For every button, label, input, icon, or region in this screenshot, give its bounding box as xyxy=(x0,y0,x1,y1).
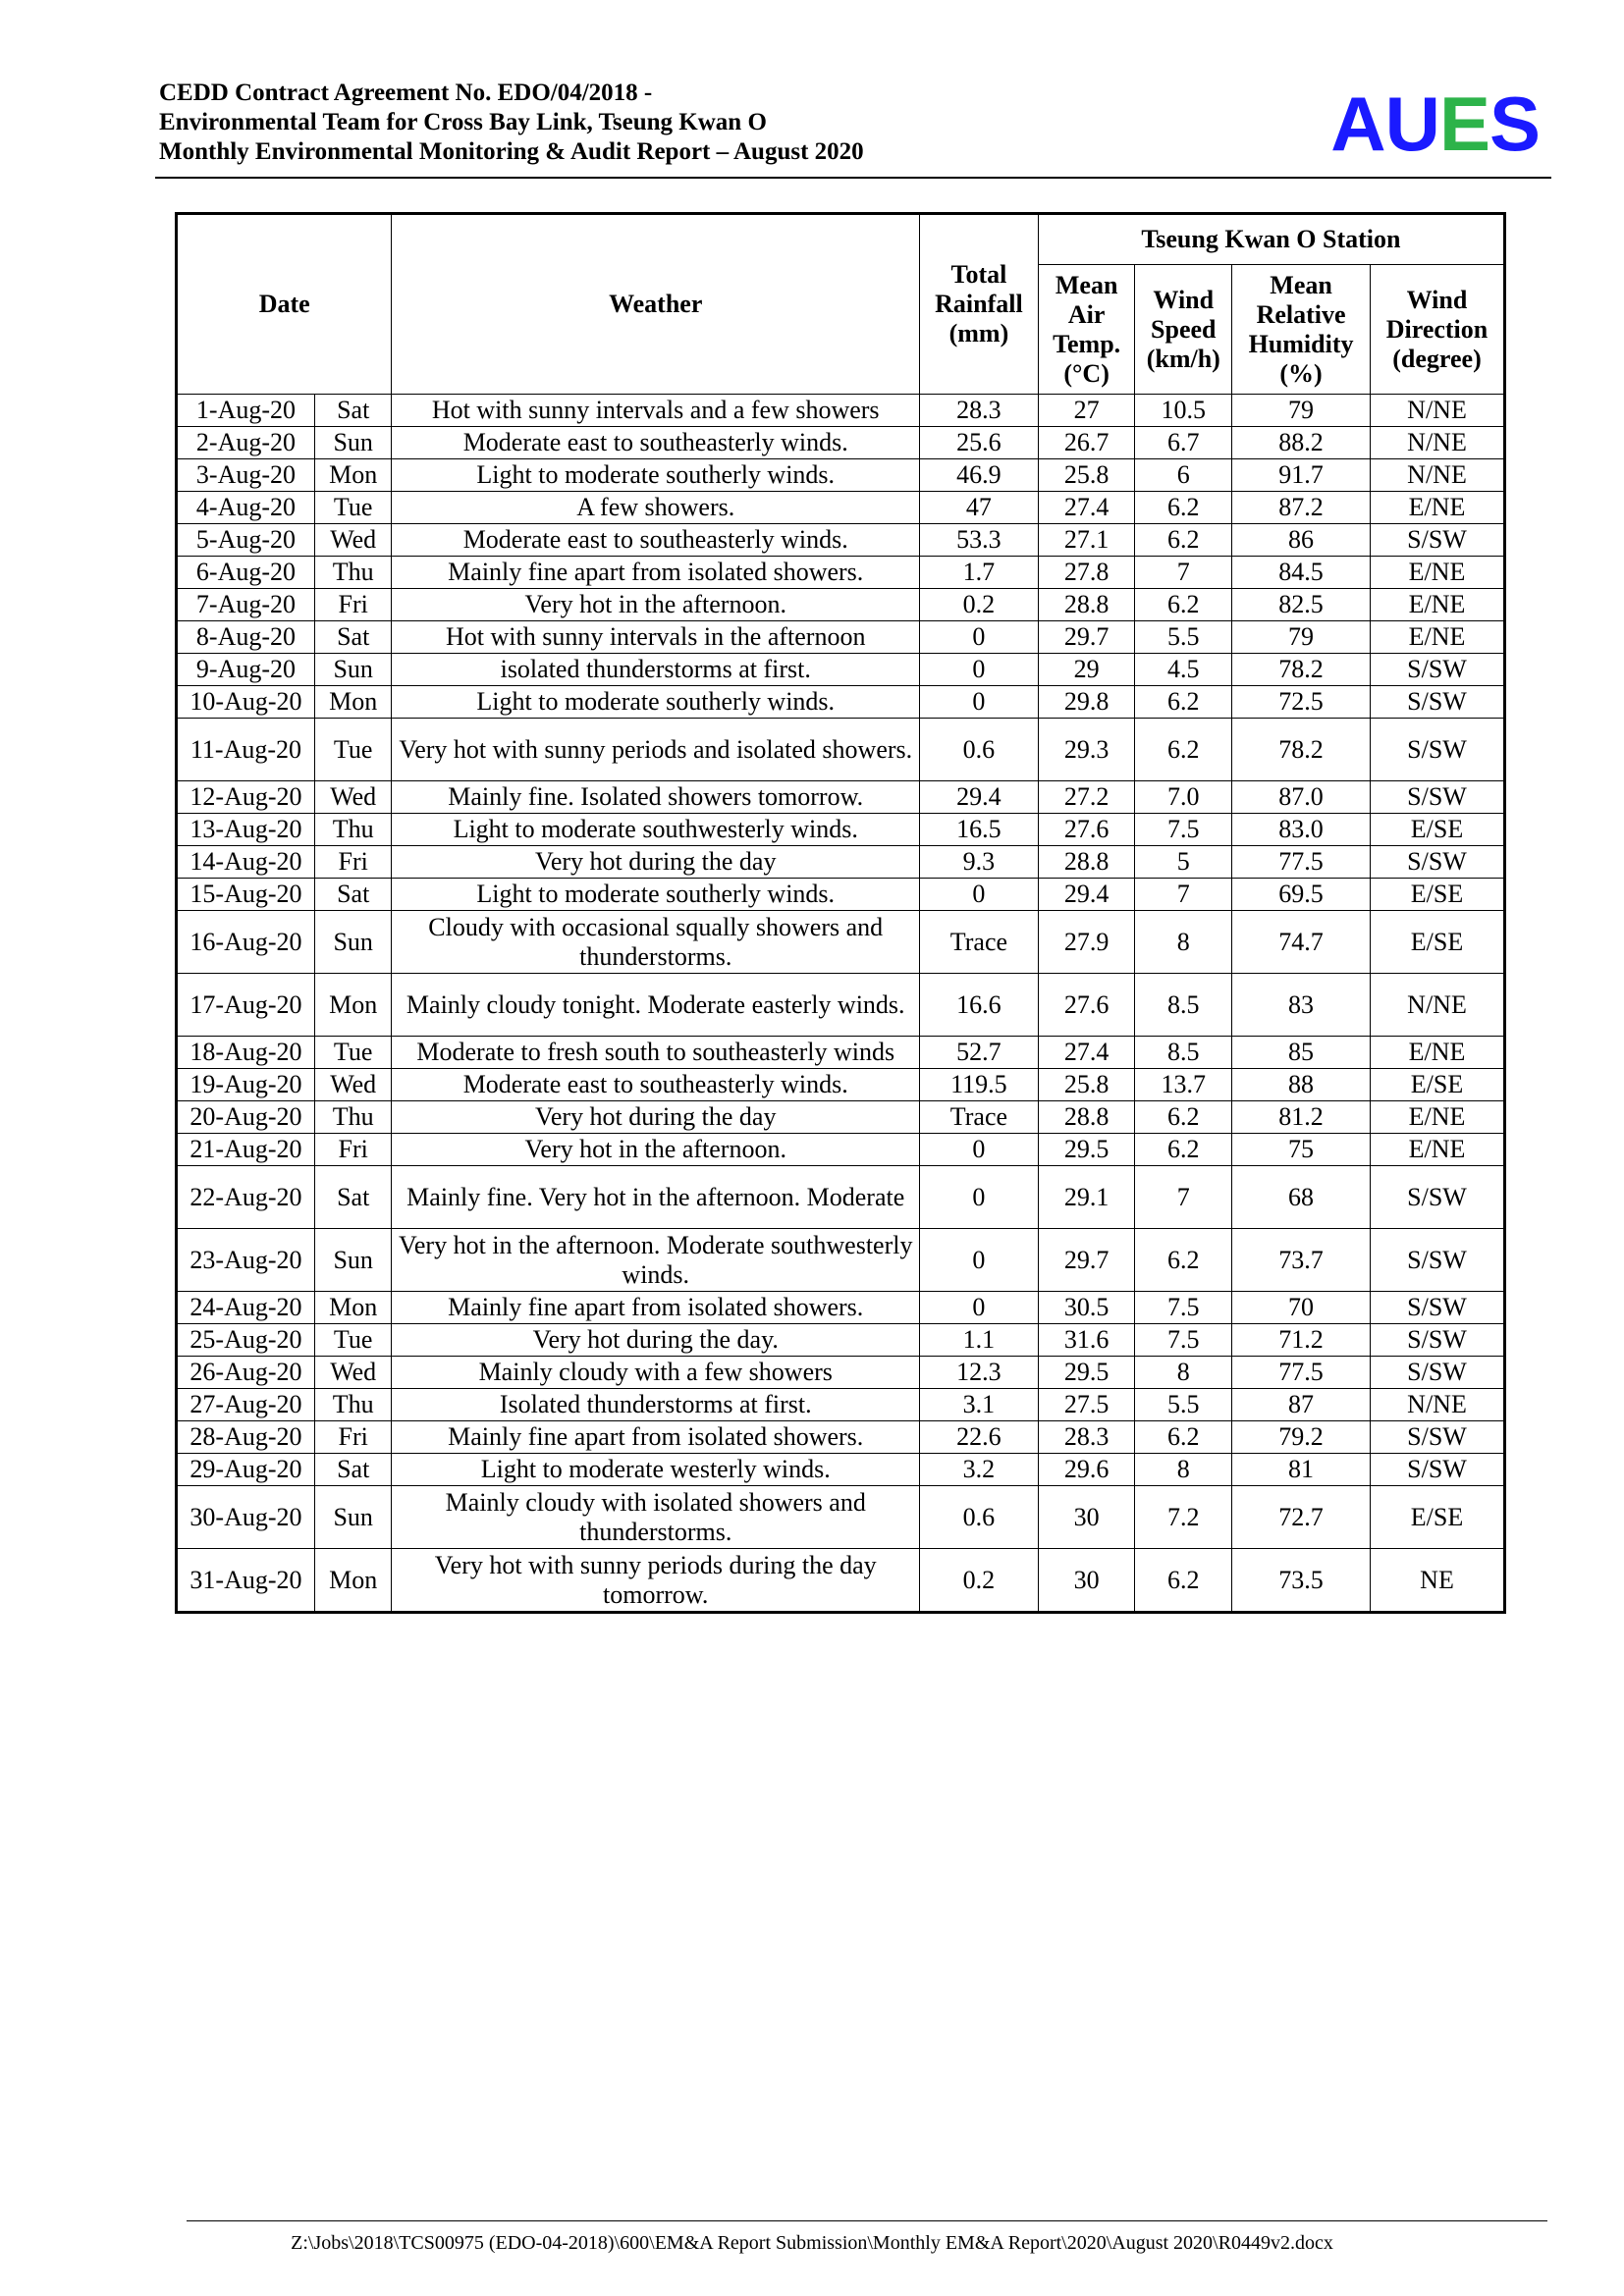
cell-rainfall: 0 xyxy=(920,1166,1039,1229)
cell-air-temp: 29.3 xyxy=(1038,719,1135,781)
cell-wind-direction: S/SW xyxy=(1371,524,1505,557)
cell-humidity: 72.7 xyxy=(1232,1486,1371,1549)
cell-date: 2-Aug-20 xyxy=(177,427,315,459)
cell-date: 24-Aug-20 xyxy=(177,1292,315,1324)
table-row xyxy=(177,1324,1505,1357)
cell-air-temp: 28.8 xyxy=(1038,589,1135,621)
cell-day: Thu xyxy=(314,1101,392,1134)
cell-wind-speed: 7 xyxy=(1135,557,1232,589)
cell-weather: isolated thunderstorms at first. xyxy=(392,654,920,686)
cell-wind-speed: 5.5 xyxy=(1135,621,1232,654)
cell-weather: A few showers. xyxy=(392,492,920,524)
cell-weather: Very hot in the afternoon. xyxy=(392,1134,920,1166)
cell-day: Mon xyxy=(314,686,392,719)
cell-air-temp: 29.8 xyxy=(1038,686,1135,719)
cell-humidity: 79 xyxy=(1232,395,1371,427)
cell-weather: Mainly cloudy with isolated showers and thunderstorms. xyxy=(392,1486,920,1549)
cell-day: Tue xyxy=(314,1324,392,1357)
table-row xyxy=(177,621,1505,654)
header-air-temp: Mean Air Temp. (°C) xyxy=(1038,265,1135,395)
cell-day: Fri xyxy=(314,589,392,621)
cell-wind-direction: S/SW xyxy=(1371,686,1505,719)
report-title-block xyxy=(159,79,864,167)
cell-humidity: 85 xyxy=(1232,1037,1371,1069)
cell-rainfall: 0.6 xyxy=(920,719,1039,781)
cell-rainfall: 12.3 xyxy=(920,1357,1039,1389)
cell-wind-speed: 7.5 xyxy=(1135,814,1232,846)
cell-weather: Very hot during the day xyxy=(392,1101,920,1134)
cell-date: 1-Aug-20 xyxy=(177,395,315,427)
header-weather: Weather xyxy=(392,214,920,395)
table-row xyxy=(177,427,1505,459)
cell-wind-direction: E/NE xyxy=(1371,557,1505,589)
cell-day: Mon xyxy=(314,1292,392,1324)
cell-weather: Light to moderate westerly winds. xyxy=(392,1454,920,1486)
cell-day: Sat xyxy=(314,621,392,654)
cell-rainfall: 1.7 xyxy=(920,557,1039,589)
cell-humidity: 74.7 xyxy=(1232,911,1371,974)
cell-rainfall: 46.9 xyxy=(920,459,1039,492)
table-row xyxy=(177,879,1505,911)
cell-wind-speed: 6.2 xyxy=(1135,719,1232,781)
cell-humidity: 81.2 xyxy=(1232,1101,1371,1134)
cell-date: 19-Aug-20 xyxy=(177,1069,315,1101)
cell-wind-speed: 13.7 xyxy=(1135,1069,1232,1101)
cell-weather: Cloudy with occasional squally showers and thunderstorms. xyxy=(392,911,920,974)
cell-date: 15-Aug-20 xyxy=(177,879,315,911)
cell-rainfall: Trace xyxy=(920,911,1039,974)
table-row xyxy=(177,589,1505,621)
cell-date: 30-Aug-20 xyxy=(177,1486,315,1549)
cell-weather: Light to moderate southerly winds. xyxy=(392,686,920,719)
cell-rainfall: 1.1 xyxy=(920,1324,1039,1357)
cell-wind-direction: S/SW xyxy=(1371,1324,1505,1357)
weather-table xyxy=(175,212,1506,1614)
cell-date: 4-Aug-20 xyxy=(177,492,315,524)
table-row xyxy=(177,1037,1505,1069)
cell-date: 14-Aug-20 xyxy=(177,846,315,879)
cell-date: 31-Aug-20 xyxy=(177,1549,315,1613)
cell-rainfall: 47 xyxy=(920,492,1039,524)
cell-wind-direction: E/NE xyxy=(1371,1101,1505,1134)
cell-wind-speed: 10.5 xyxy=(1135,395,1232,427)
cell-air-temp: 27.1 xyxy=(1038,524,1135,557)
aues-logo: AUES xyxy=(1330,80,1540,167)
cell-air-temp: 27.6 xyxy=(1038,814,1135,846)
cell-wind-speed: 4.5 xyxy=(1135,654,1232,686)
header-rainfall: Total Rainfall (mm) xyxy=(920,214,1039,395)
cell-wind-speed: 7 xyxy=(1135,1166,1232,1229)
cell-wind-direction: S/SW xyxy=(1371,654,1505,686)
cell-weather: Moderate east to southeasterly winds. xyxy=(392,427,920,459)
cell-humidity: 73.5 xyxy=(1232,1549,1371,1613)
table-row xyxy=(177,1292,1505,1324)
cell-wind-direction: N/NE xyxy=(1371,395,1505,427)
cell-wind-direction: S/SW xyxy=(1371,1166,1505,1229)
weather-table-body xyxy=(177,395,1505,1613)
cell-wind-speed: 8.5 xyxy=(1135,974,1232,1037)
header-wind-speed: Wind Speed (km/h) xyxy=(1135,265,1232,395)
cell-date: 7-Aug-20 xyxy=(177,589,315,621)
cell-rainfall: 0 xyxy=(920,1134,1039,1166)
cell-day: Mon xyxy=(314,1549,392,1613)
cell-air-temp: 27.8 xyxy=(1038,557,1135,589)
cell-date: 28-Aug-20 xyxy=(177,1421,315,1454)
header-station: Tseung Kwan O Station xyxy=(1038,214,1504,265)
cell-air-temp: 27.5 xyxy=(1038,1389,1135,1421)
cell-wind-direction: E/NE xyxy=(1371,621,1505,654)
cell-rainfall: 0 xyxy=(920,686,1039,719)
cell-wind-speed: 8 xyxy=(1135,1454,1232,1486)
cell-rainfall: 53.3 xyxy=(920,524,1039,557)
cell-rainfall: 25.6 xyxy=(920,427,1039,459)
cell-humidity: 71.2 xyxy=(1232,1324,1371,1357)
cell-humidity: 68 xyxy=(1232,1166,1371,1229)
cell-wind-speed: 6.2 xyxy=(1135,686,1232,719)
cell-date: 25-Aug-20 xyxy=(177,1324,315,1357)
cell-wind-direction: S/SW xyxy=(1371,1454,1505,1486)
cell-day: Thu xyxy=(314,814,392,846)
cell-air-temp: 29.7 xyxy=(1038,621,1135,654)
table-row xyxy=(177,395,1505,427)
cell-air-temp: 31.6 xyxy=(1038,1324,1135,1357)
cell-rainfall: 52.7 xyxy=(920,1037,1039,1069)
table-row xyxy=(177,557,1505,589)
cell-day: Sat xyxy=(314,1166,392,1229)
cell-date: 6-Aug-20 xyxy=(177,557,315,589)
cell-air-temp: 29.5 xyxy=(1038,1357,1135,1389)
cell-rainfall: 16.5 xyxy=(920,814,1039,846)
cell-wind-speed: 6.2 xyxy=(1135,1549,1232,1613)
cell-date: 12-Aug-20 xyxy=(177,781,315,814)
report-line: Monthly Environmental Monitoring & Audit Report – August 2020 xyxy=(159,138,864,165)
cell-humidity: 87.2 xyxy=(1232,492,1371,524)
cell-wind-speed: 6.2 xyxy=(1135,1421,1232,1454)
cell-humidity: 78.2 xyxy=(1232,654,1371,686)
cell-day: Sun xyxy=(314,911,392,974)
cell-air-temp: 30.5 xyxy=(1038,1292,1135,1324)
cell-day: Wed xyxy=(314,524,392,557)
cell-weather: Mainly fine apart from isolated showers. xyxy=(392,1421,920,1454)
cell-rainfall: 22.6 xyxy=(920,1421,1039,1454)
cell-weather: Mainly cloudy with a few showers xyxy=(392,1357,920,1389)
cell-wind-direction: N/NE xyxy=(1371,459,1505,492)
team-line: Environmental Team for Cross Bay Link, Tseung Kwan O xyxy=(159,109,767,135)
cell-rainfall: 0.2 xyxy=(920,589,1039,621)
cell-wind-speed: 6.7 xyxy=(1135,427,1232,459)
cell-weather: Very hot during the day. xyxy=(392,1324,920,1357)
table-row xyxy=(177,911,1505,974)
table-row xyxy=(177,1389,1505,1421)
cell-day: Sun xyxy=(314,427,392,459)
header-date: Date xyxy=(177,214,392,395)
cell-air-temp: 27.9 xyxy=(1038,911,1135,974)
cell-air-temp: 29.4 xyxy=(1038,879,1135,911)
cell-weather: Mainly cloudy tonight. Moderate easterly winds. xyxy=(392,974,920,1037)
cell-day: Sun xyxy=(314,1229,392,1292)
cell-air-temp: 25.8 xyxy=(1038,459,1135,492)
cell-date: 27-Aug-20 xyxy=(177,1389,315,1421)
cell-wind-direction: N/NE xyxy=(1371,427,1505,459)
cell-air-temp: 26.7 xyxy=(1038,427,1135,459)
cell-wind-speed: 5.5 xyxy=(1135,1389,1232,1421)
cell-rainfall: 3.2 xyxy=(920,1454,1039,1486)
cell-date: 29-Aug-20 xyxy=(177,1454,315,1486)
cell-humidity: 88 xyxy=(1232,1069,1371,1101)
cell-humidity: 70 xyxy=(1232,1292,1371,1324)
cell-weather: Isolated thunderstorms at first. xyxy=(392,1389,920,1421)
cell-weather: Moderate east to southeasterly winds. xyxy=(392,524,920,557)
cell-rainfall: 28.3 xyxy=(920,395,1039,427)
cell-wind-speed: 6.2 xyxy=(1135,524,1232,557)
cell-air-temp: 28.8 xyxy=(1038,1101,1135,1134)
cell-wind-direction: E/SE xyxy=(1371,879,1505,911)
cell-wind-direction: S/SW xyxy=(1371,719,1505,781)
cell-wind-speed: 7.5 xyxy=(1135,1324,1232,1357)
table-row xyxy=(177,459,1505,492)
cell-weather: Very hot in the afternoon. xyxy=(392,589,920,621)
cell-humidity: 79.2 xyxy=(1232,1421,1371,1454)
cell-humidity: 83.0 xyxy=(1232,814,1371,846)
cell-wind-speed: 7.2 xyxy=(1135,1486,1232,1549)
cell-rainfall: 0 xyxy=(920,654,1039,686)
cell-wind-direction: E/SE xyxy=(1371,1069,1505,1101)
cell-date: 13-Aug-20 xyxy=(177,814,315,846)
cell-weather: Very hot with sunny periods and isolated showers. xyxy=(392,719,920,781)
contract-line: CEDD Contract Agreement No. EDO/04/2018 - xyxy=(159,80,653,106)
cell-day: Sat xyxy=(314,879,392,911)
cell-wind-direction: N/NE xyxy=(1371,974,1505,1037)
cell-air-temp: 29.1 xyxy=(1038,1166,1135,1229)
cell-weather: Mainly fine apart from isolated showers. xyxy=(392,1292,920,1324)
cell-rainfall: 0.6 xyxy=(920,1486,1039,1549)
cell-humidity: 91.7 xyxy=(1232,459,1371,492)
table-row xyxy=(177,1421,1505,1454)
cell-weather: Mainly fine. Very hot in the afternoon. Moderate xyxy=(392,1166,920,1229)
table-row xyxy=(177,1486,1505,1549)
cell-air-temp: 30 xyxy=(1038,1549,1135,1613)
cell-day: Wed xyxy=(314,1357,392,1389)
cell-humidity: 87.0 xyxy=(1232,781,1371,814)
cell-humidity: 73.7 xyxy=(1232,1229,1371,1292)
cell-wind-direction: S/SW xyxy=(1371,1357,1505,1389)
cell-wind-direction: E/NE xyxy=(1371,492,1505,524)
cell-date: 21-Aug-20 xyxy=(177,1134,315,1166)
cell-weather: Light to moderate southwesterly winds. xyxy=(392,814,920,846)
table-row xyxy=(177,1166,1505,1229)
table-row xyxy=(177,1229,1505,1292)
cell-day: Fri xyxy=(314,1421,392,1454)
cell-air-temp: 27.4 xyxy=(1038,492,1135,524)
cell-wind-direction: E/SE xyxy=(1371,1486,1505,1549)
cell-humidity: 82.5 xyxy=(1232,589,1371,621)
cell-date: 23-Aug-20 xyxy=(177,1229,315,1292)
table-row xyxy=(177,781,1505,814)
cell-wind-direction: S/SW xyxy=(1371,1421,1505,1454)
cell-date: 3-Aug-20 xyxy=(177,459,315,492)
cell-humidity: 84.5 xyxy=(1232,557,1371,589)
cell-wind-speed: 6 xyxy=(1135,459,1232,492)
cell-air-temp: 27 xyxy=(1038,395,1135,427)
cell-day: Sun xyxy=(314,1486,392,1549)
header-wind-direction: Wind Direction (degree) xyxy=(1371,265,1505,395)
table-row xyxy=(177,492,1505,524)
cell-wind-speed: 8 xyxy=(1135,911,1232,974)
cell-day: Sun xyxy=(314,654,392,686)
cell-weather: Moderate east to southeasterly winds. xyxy=(392,1069,920,1101)
cell-rainfall: 0 xyxy=(920,879,1039,911)
cell-day: Wed xyxy=(314,781,392,814)
cell-wind-direction: E/NE xyxy=(1371,1134,1505,1166)
cell-weather: Hot with sunny intervals in the afternoon xyxy=(392,621,920,654)
header-humidity: Mean Relative Humidity (%) xyxy=(1232,265,1371,395)
cell-wind-direction: S/SW xyxy=(1371,781,1505,814)
table-row xyxy=(177,1069,1505,1101)
cell-wind-speed: 7.5 xyxy=(1135,1292,1232,1324)
cell-humidity: 77.5 xyxy=(1232,846,1371,879)
cell-weather: Very hot with sunny periods during the day tomorrow. xyxy=(392,1549,920,1613)
table-row xyxy=(177,1549,1505,1613)
cell-day: Mon xyxy=(314,974,392,1037)
cell-day: Wed xyxy=(314,1069,392,1101)
cell-humidity: 69.5 xyxy=(1232,879,1371,911)
page-header xyxy=(159,79,1547,177)
cell-wind-direction: S/SW xyxy=(1371,1229,1505,1292)
cell-wind-speed: 6.2 xyxy=(1135,1134,1232,1166)
cell-day: Fri xyxy=(314,1134,392,1166)
cell-wind-direction: E/NE xyxy=(1371,589,1505,621)
cell-air-temp: 29 xyxy=(1038,654,1135,686)
table-row xyxy=(177,719,1505,781)
cell-weather: Light to moderate southerly winds. xyxy=(392,879,920,911)
table-row xyxy=(177,654,1505,686)
cell-air-temp: 28.8 xyxy=(1038,846,1135,879)
cell-rainfall: 0 xyxy=(920,621,1039,654)
cell-wind-speed: 6.2 xyxy=(1135,492,1232,524)
cell-humidity: 75 xyxy=(1232,1134,1371,1166)
cell-day: Fri xyxy=(314,846,392,879)
table-row xyxy=(177,524,1505,557)
cell-wind-direction: E/SE xyxy=(1371,911,1505,974)
cell-day: Thu xyxy=(314,1389,392,1421)
cell-day: Tue xyxy=(314,719,392,781)
table-row xyxy=(177,974,1505,1037)
cell-air-temp: 30 xyxy=(1038,1486,1135,1549)
cell-rainfall: 9.3 xyxy=(920,846,1039,879)
cell-air-temp: 29.7 xyxy=(1038,1229,1135,1292)
cell-humidity: 87 xyxy=(1232,1389,1371,1421)
cell-rainfall: 0 xyxy=(920,1229,1039,1292)
cell-wind-speed: 5 xyxy=(1135,846,1232,879)
cell-weather: Light to moderate southerly winds. xyxy=(392,459,920,492)
cell-wind-speed: 8.5 xyxy=(1135,1037,1232,1069)
cell-wind-speed: 6.2 xyxy=(1135,589,1232,621)
cell-humidity: 81 xyxy=(1232,1454,1371,1486)
cell-day: Mon xyxy=(314,459,392,492)
cell-rainfall: Trace xyxy=(920,1101,1039,1134)
cell-rainfall: 29.4 xyxy=(920,781,1039,814)
cell-date: 11-Aug-20 xyxy=(177,719,315,781)
cell-date: 16-Aug-20 xyxy=(177,911,315,974)
cell-day: Tue xyxy=(314,492,392,524)
table-row xyxy=(177,1357,1505,1389)
cell-air-temp: 27.6 xyxy=(1038,974,1135,1037)
table-row xyxy=(177,1101,1505,1134)
cell-wind-direction: NE xyxy=(1371,1549,1505,1613)
cell-air-temp: 27.4 xyxy=(1038,1037,1135,1069)
cell-date: 17-Aug-20 xyxy=(177,974,315,1037)
cell-air-temp: 29.6 xyxy=(1038,1454,1135,1486)
cell-air-temp: 25.8 xyxy=(1038,1069,1135,1101)
header-divider xyxy=(155,177,1551,179)
cell-weather: Very hot in the afternoon. Moderate southwesterly winds. xyxy=(392,1229,920,1292)
cell-day: Sat xyxy=(314,1454,392,1486)
table-row xyxy=(177,1454,1505,1486)
cell-humidity: 88.2 xyxy=(1232,427,1371,459)
cell-day: Thu xyxy=(314,557,392,589)
cell-wind-direction: S/SW xyxy=(1371,1292,1505,1324)
table-row xyxy=(177,686,1505,719)
cell-weather: Hot with sunny intervals and a few showers xyxy=(392,395,920,427)
cell-wind-speed: 7.0 xyxy=(1135,781,1232,814)
cell-day: Sat xyxy=(314,395,392,427)
cell-wind-speed: 6.2 xyxy=(1135,1101,1232,1134)
cell-weather: Very hot during the day xyxy=(392,846,920,879)
cell-date: 26-Aug-20 xyxy=(177,1357,315,1389)
table-row xyxy=(177,846,1505,879)
cell-rainfall: 0.2 xyxy=(920,1549,1039,1613)
cell-rainfall: 119.5 xyxy=(920,1069,1039,1101)
cell-humidity: 86 xyxy=(1232,524,1371,557)
cell-weather: Mainly fine apart from isolated showers. xyxy=(392,557,920,589)
cell-air-temp: 29.5 xyxy=(1038,1134,1135,1166)
cell-air-temp: 27.2 xyxy=(1038,781,1135,814)
cell-wind-direction: N/NE xyxy=(1371,1389,1505,1421)
footer-divider xyxy=(187,2220,1547,2221)
cell-date: 5-Aug-20 xyxy=(177,524,315,557)
cell-weather: Moderate to fresh south to southeasterly winds xyxy=(392,1037,920,1069)
cell-wind-direction: S/SW xyxy=(1371,846,1505,879)
cell-date: 22-Aug-20 xyxy=(177,1166,315,1229)
cell-wind-speed: 8 xyxy=(1135,1357,1232,1389)
cell-wind-speed: 7 xyxy=(1135,879,1232,911)
cell-wind-direction: E/SE xyxy=(1371,814,1505,846)
cell-date: 18-Aug-20 xyxy=(177,1037,315,1069)
cell-weather: Mainly fine. Isolated showers tomorrow. xyxy=(392,781,920,814)
cell-humidity: 83 xyxy=(1232,974,1371,1037)
cell-wind-speed: 6.2 xyxy=(1135,1229,1232,1292)
cell-day: Tue xyxy=(314,1037,392,1069)
cell-wind-direction: E/NE xyxy=(1371,1037,1505,1069)
cell-humidity: 72.5 xyxy=(1232,686,1371,719)
footer-file-path: Z:\Jobs\2018\TCS00975 (EDO-04-2018)\600\EM&A Report Submission\Monthly EM&A Report\2020\August 2020\R0449v2.docx xyxy=(291,2232,1333,2254)
cell-date: 9-Aug-20 xyxy=(177,654,315,686)
table-row xyxy=(177,814,1505,846)
cell-humidity: 79 xyxy=(1232,621,1371,654)
cell-air-temp: 28.3 xyxy=(1038,1421,1135,1454)
cell-humidity: 77.5 xyxy=(1232,1357,1371,1389)
cell-date: 8-Aug-20 xyxy=(177,621,315,654)
cell-rainfall: 16.6 xyxy=(920,974,1039,1037)
cell-rainfall: 0 xyxy=(920,1292,1039,1324)
table-row xyxy=(177,1134,1505,1166)
cell-date: 20-Aug-20 xyxy=(177,1101,315,1134)
cell-humidity: 78.2 xyxy=(1232,719,1371,781)
cell-date: 10-Aug-20 xyxy=(177,686,315,719)
cell-rainfall: 3.1 xyxy=(920,1389,1039,1421)
